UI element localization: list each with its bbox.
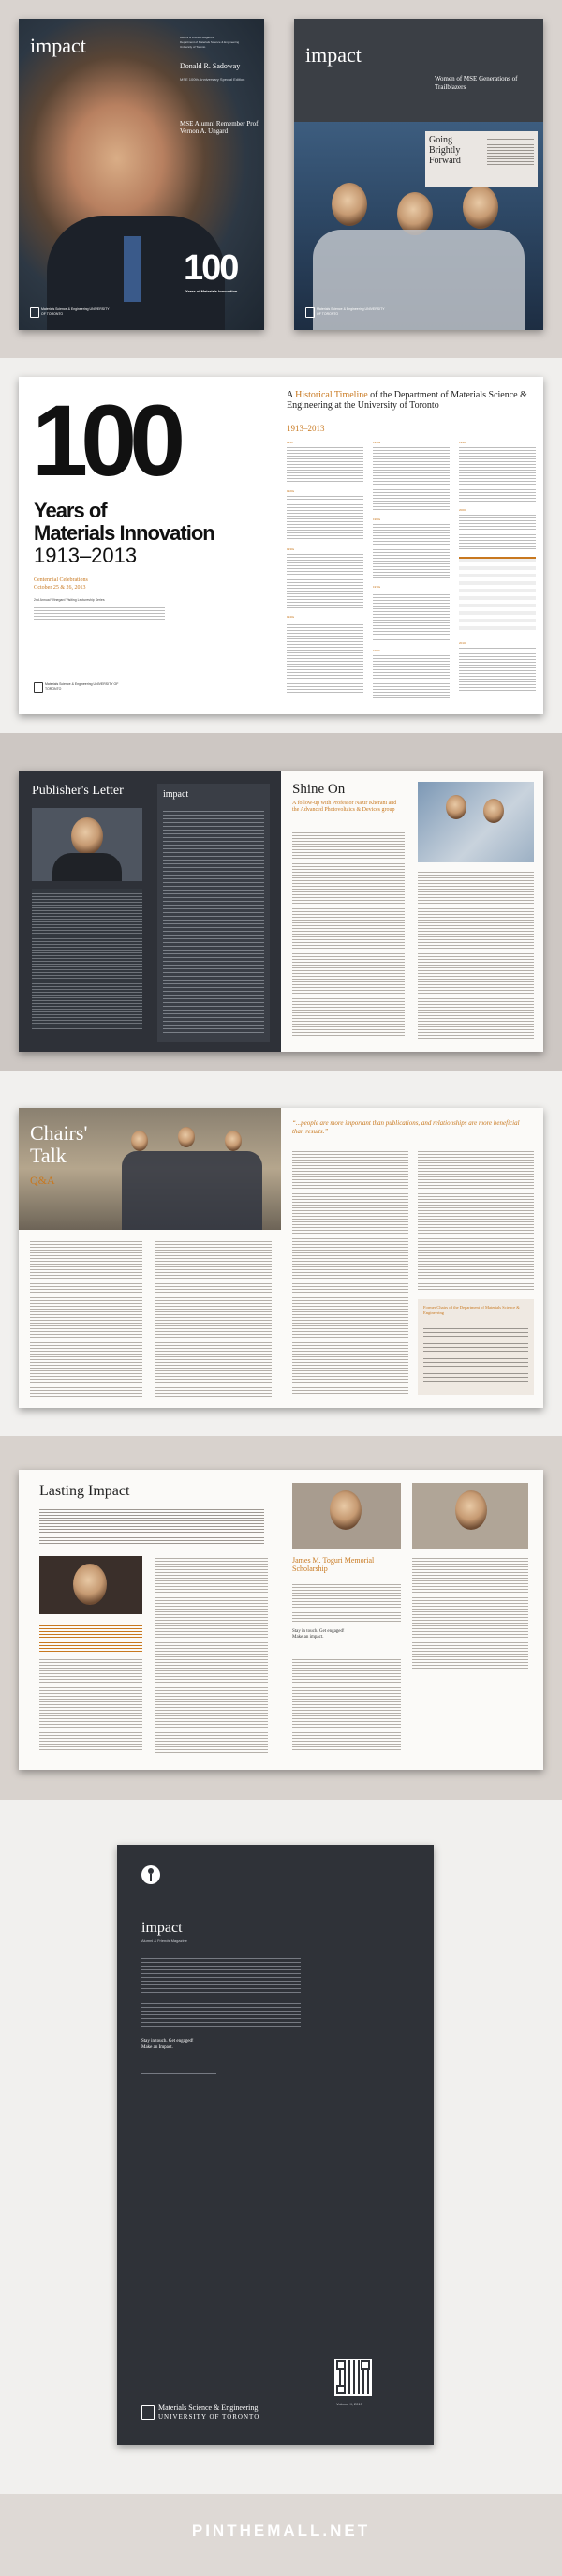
tagline-line: Department of Materials Science & Engineering xyxy=(180,40,240,44)
chairs-panel xyxy=(0,1071,562,1436)
footer-brand[interactable]: PINTHEMALL.NET xyxy=(191,2522,371,2539)
centennial-number: 100 xyxy=(184,248,238,288)
donor-face xyxy=(455,1490,487,1530)
lasting-cta: Stay in touch. Get engaged! Make an impact. xyxy=(292,1629,345,1640)
chairs-left-col-2 xyxy=(155,1239,272,1399)
donor-photo xyxy=(412,1483,528,1549)
chairs-right-col-1 xyxy=(292,1149,408,1395)
chairs-title-1: Chairs' xyxy=(30,1121,88,1145)
timeline-entry xyxy=(287,547,363,608)
decade-text xyxy=(459,445,536,502)
chair-face xyxy=(225,1131,242,1151)
lasting-intro xyxy=(39,1507,264,1545)
decade-text xyxy=(287,620,363,695)
timeline-entry xyxy=(459,441,536,502)
chair-face xyxy=(178,1127,195,1147)
letter-title: Publisher's Letter xyxy=(32,784,124,798)
decade-label: 1940s xyxy=(287,615,295,619)
decade-label: 1920s xyxy=(287,489,295,493)
signature xyxy=(32,1033,69,1041)
letter-body xyxy=(32,889,142,1029)
decade-label: 1980s xyxy=(373,649,381,652)
masthead: impact xyxy=(163,789,189,800)
publisher-face xyxy=(71,817,103,855)
tagline xyxy=(180,36,255,50)
article-col-1 xyxy=(292,831,405,1037)
lab-photo xyxy=(418,782,534,862)
decade-label: 1970s xyxy=(373,585,381,589)
timeline-entry xyxy=(459,641,536,693)
chairs-quote: “...people are more important than publications, and relationships are more beneficial than results.” xyxy=(292,1119,520,1135)
award-text xyxy=(292,1582,401,1624)
timeline-columns xyxy=(287,441,536,709)
university-wordmark-line-1: Materials Science & Engineering xyxy=(158,2404,259,2412)
centennial-spread[interactable] xyxy=(19,377,543,714)
person-face xyxy=(463,186,498,229)
chairs-left-col-1 xyxy=(30,1239,142,1399)
cover-headline: Women of MSE Generations of Trailblazers xyxy=(435,75,518,91)
article-sub: A follow-up with Professor Nazir Kherani and the Advanced Photovoltaics & Devices group xyxy=(292,801,397,813)
back-contact xyxy=(141,2070,216,2075)
timeline-entry xyxy=(373,441,450,511)
decade-label: 1950s xyxy=(373,441,381,444)
university-logo xyxy=(141,2404,291,2421)
lasting-col-2 xyxy=(155,1556,268,1753)
decade-text xyxy=(373,653,450,700)
chair-face xyxy=(131,1131,148,1151)
chairs-table xyxy=(459,557,536,634)
chairs-title-3: Q&A xyxy=(30,1174,55,1187)
volume: Volume II, 2013 xyxy=(336,2402,362,2406)
big-number: 100 xyxy=(32,383,179,497)
cover-headline: Donald R. Sadoway xyxy=(180,62,241,70)
uoft-crest-icon xyxy=(34,682,43,693)
lasting-title: Lasting Impact xyxy=(39,1483,130,1499)
award-text-2 xyxy=(292,1657,401,1751)
person-face xyxy=(446,795,466,819)
former-chairs-list xyxy=(423,1322,528,1387)
masthead: impact xyxy=(305,43,362,67)
timeline-heading-rest: of the Department of Materials Science & Engineering at the University of Toronto xyxy=(287,390,527,411)
lasting-spread[interactable] xyxy=(19,1470,543,1770)
person-face xyxy=(332,183,367,226)
decade-text xyxy=(287,494,363,541)
decade-label: 1913 xyxy=(287,441,293,444)
donor-text xyxy=(412,1556,528,1669)
timeline-entry xyxy=(287,489,363,541)
decade-label: 1930s xyxy=(287,547,295,551)
lecture-line: 2nd Annual Winegard Visiting Lectureship Series xyxy=(34,598,105,602)
cover-subhead-2: MSE Alumni Remember Prof. Vernon A. Ungard xyxy=(180,120,260,135)
back-cover[interactable] xyxy=(117,1845,434,2445)
student-photo xyxy=(39,1556,142,1614)
decade-text xyxy=(459,513,536,550)
feature-blurb xyxy=(487,137,534,165)
masthead-column xyxy=(157,784,270,1042)
timeline-entry xyxy=(373,585,450,642)
article-title: Shine On xyxy=(292,782,346,797)
back-intro-1 xyxy=(141,1955,301,1993)
university-logo xyxy=(30,307,114,317)
publisher-suit xyxy=(52,853,122,881)
person-face xyxy=(483,799,504,823)
title-line-1: Years of xyxy=(34,499,107,522)
chairs-bodies xyxy=(122,1151,262,1230)
student-face xyxy=(73,1564,107,1605)
uoft-crest-icon xyxy=(305,307,315,318)
chairs-title-2: Talk xyxy=(30,1144,67,1167)
decade-label: 1960s xyxy=(373,517,381,521)
university-logo xyxy=(34,682,146,692)
feature-card xyxy=(425,131,538,187)
decade-text xyxy=(373,590,450,642)
former-chairs-title: Former Chairs of the Department of Materials Science & Engineering xyxy=(423,1305,520,1315)
timeline-entry xyxy=(287,615,363,695)
feature-title: Going Brightly Forward xyxy=(429,135,461,166)
timeline-heading-highlight: Historical Timeline xyxy=(295,390,368,400)
university-wordmark: Materials Science & Engineering UNIVERSITY OF TORONTO xyxy=(317,307,385,316)
timeline-years: 1913–2013 xyxy=(287,424,325,433)
letter-panel xyxy=(0,733,562,1071)
chairs-right-col-2 xyxy=(418,1149,534,1290)
letter-page xyxy=(19,771,281,1052)
cover-women-of-mse[interactable] xyxy=(294,19,543,330)
decade-text xyxy=(373,445,450,511)
decade-label: 1990s xyxy=(459,441,467,444)
cover-donald-sadoway[interactable] xyxy=(19,19,264,330)
centennial-panel xyxy=(0,358,562,733)
tagline-line: Alumni & Friends Magazine xyxy=(180,36,214,39)
timeline-entry xyxy=(373,517,450,578)
toguri-photo xyxy=(292,1483,401,1549)
article-page xyxy=(281,771,543,1052)
celebration-title: Centennial Celebrations xyxy=(34,577,88,583)
masthead: impact xyxy=(30,34,86,57)
tagline-line: University of Toronto xyxy=(180,45,206,49)
decade-label: 2010s xyxy=(459,641,467,645)
back-cta: Stay in touch. Get engaged! Make an Impact. xyxy=(141,2039,194,2050)
tagline: Alumni & Friends Magazine xyxy=(141,1939,187,1943)
former-chairs-box xyxy=(418,1299,534,1395)
chairs-photo xyxy=(19,1108,281,1230)
uoft-crest-icon xyxy=(30,307,39,318)
back-intro-2 xyxy=(141,2000,301,2029)
back-cover-panel xyxy=(0,1800,562,2494)
article-col-2 xyxy=(418,870,534,1039)
university-wordmark: Materials Science & Engineering UNIVERSITY OF TORONTO xyxy=(45,682,119,691)
decade-text xyxy=(287,445,363,483)
decade-text xyxy=(287,552,363,608)
student-quote xyxy=(39,1624,142,1652)
cover-subhead: MSE 100th Anniversary Special Edition xyxy=(180,77,245,82)
masthead-credits xyxy=(163,808,264,1033)
lasting-panel xyxy=(0,1436,562,1800)
decade-text xyxy=(373,522,450,578)
cover-top-band xyxy=(294,19,543,122)
timeline-heading-pre: A xyxy=(287,390,296,400)
lasting-col-1 xyxy=(39,1657,142,1751)
timeline-heading xyxy=(287,390,536,411)
university-wordmark: Materials Science & Engineering UNIVERSITY OF TORONTO xyxy=(41,307,110,316)
university-logo xyxy=(305,307,390,317)
impact-logo-icon xyxy=(141,1865,160,1884)
chairs-spread[interactable] xyxy=(19,1108,543,1408)
uoft-crest-icon xyxy=(141,2405,155,2420)
decade-label: 2000s xyxy=(459,508,467,512)
publisher-photo xyxy=(32,808,142,881)
title-years: 1913–2013 xyxy=(34,544,138,567)
qr-code[interactable] xyxy=(336,2360,370,2394)
letter-spread[interactable] xyxy=(19,771,543,1052)
timeline-entry xyxy=(459,508,536,550)
timeline-entry xyxy=(373,649,450,700)
award-title: James M. Toguri Memorial Scholarship xyxy=(292,1556,375,1573)
toguri-face xyxy=(330,1490,362,1530)
lecture-details xyxy=(34,606,165,622)
timeline-entry xyxy=(287,441,363,483)
decade-text xyxy=(459,646,536,693)
celebration-date: October 25 & 26, 2013 xyxy=(34,585,86,591)
masthead: impact xyxy=(141,1920,183,1936)
covers-panel xyxy=(0,0,562,358)
footer xyxy=(0,2494,562,2576)
portrait-tie xyxy=(124,236,140,302)
university-wordmark-line-2: UNIVERSITY OF TORONTO xyxy=(158,2413,260,2420)
centennial-caption: Years of Materials Innovation xyxy=(185,289,238,293)
title-line-2: Materials Innovation xyxy=(34,521,214,545)
